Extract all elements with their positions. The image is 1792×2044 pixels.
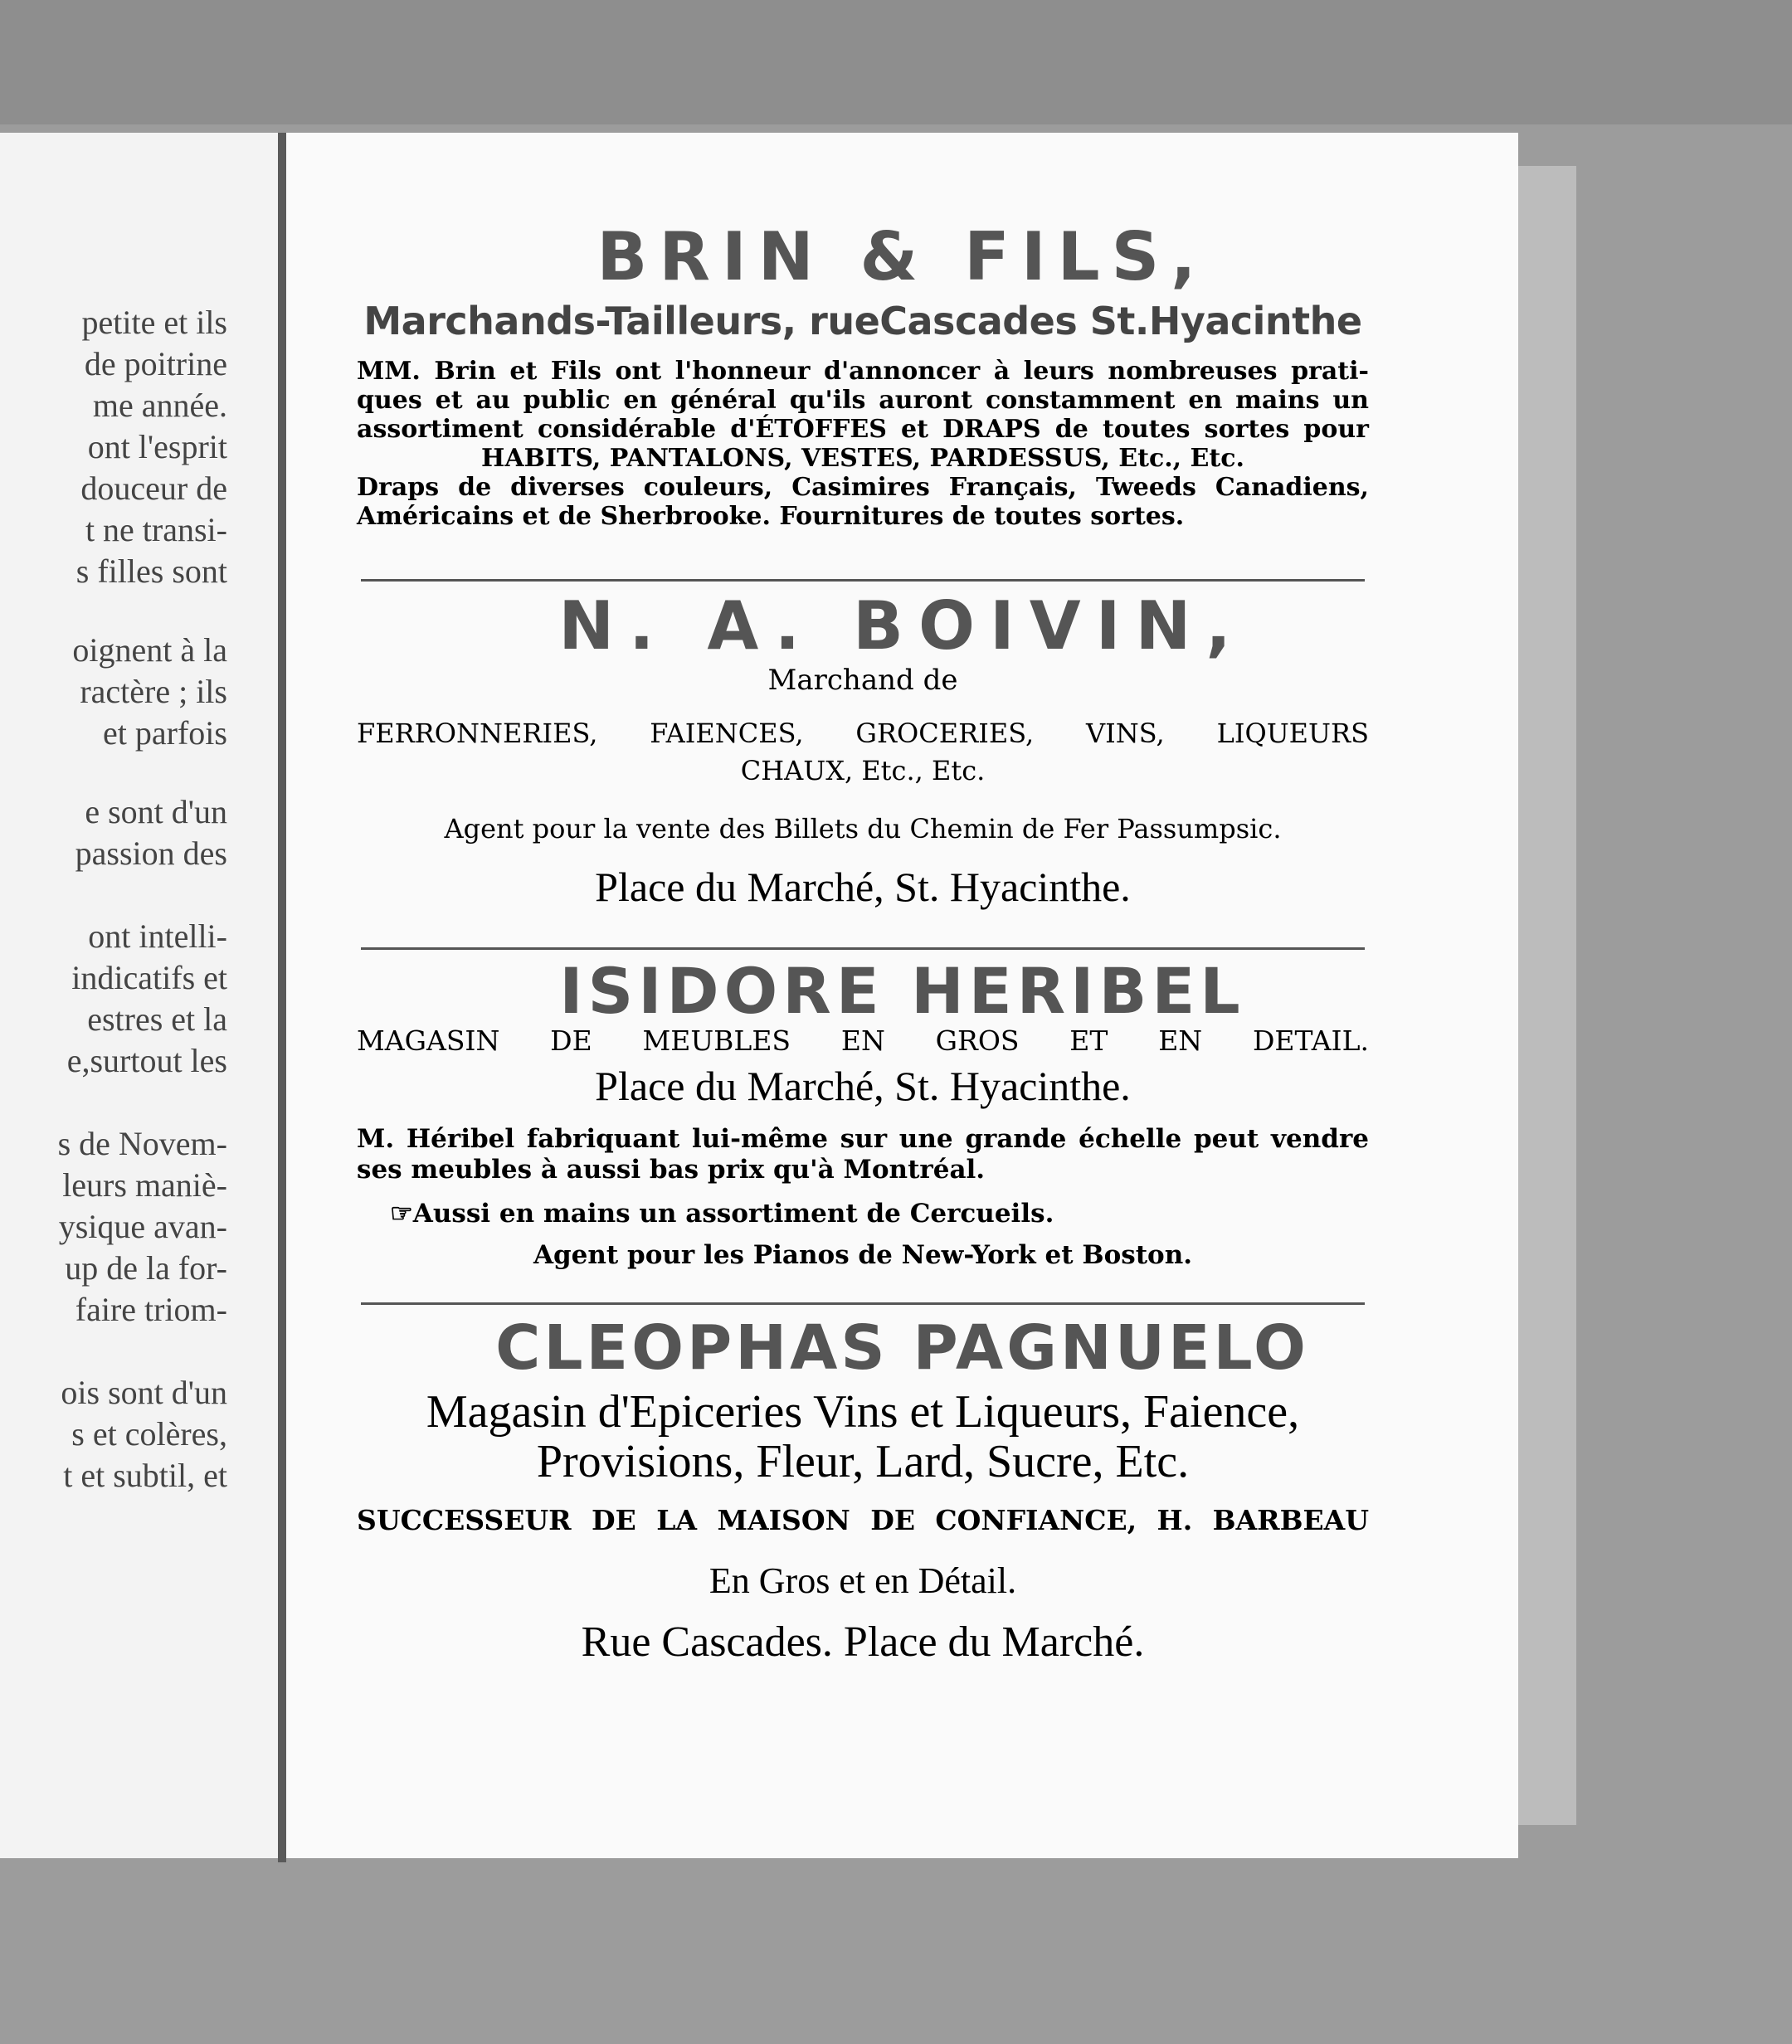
left-page-line: ysique avan- — [58, 1208, 227, 1245]
ad-title: ISIDORE HERIBEL — [559, 954, 1245, 1028]
left-page-line: e,surtout les — [66, 1042, 227, 1079]
left-page-line: ont l'esprit — [87, 428, 227, 465]
left-page-line: t ne transi- — [85, 511, 227, 548]
ad-title: BRIN & FILS, — [597, 218, 1208, 295]
left-page-line: ois sont d'un — [61, 1374, 227, 1411]
ad-divider — [361, 579, 1365, 582]
ad-trade: En Gros et en Détail. — [709, 1560, 1017, 1601]
ad-garments: HABITS, PANTALONS, VESTES, PARDESSUS, Etc., Etc. — [480, 444, 1244, 473]
page-edge-shadow — [1510, 166, 1576, 1825]
left-page-line: faire triom- — [75, 1291, 227, 1328]
left-page-line: ont intelli- — [88, 917, 227, 955]
left-page-line: up de la for- — [65, 1249, 227, 1287]
ad-coffins-text: Aussi en mains un assortiment de Cercueils. — [412, 1199, 1054, 1229]
ad-heribel — [286, 950, 1518, 1033]
ad-title: N. A. BOIVIN, — [558, 587, 1246, 664]
ad-address: Place du Marché, St. Hyacinthe. — [595, 864, 1131, 910]
left-page-line: leurs maniè- — [62, 1166, 227, 1204]
left-page-line: estres et la — [87, 1000, 227, 1038]
ad-goods-line: CHAUX, Etc., Etc. — [740, 755, 986, 786]
ad-coffins — [390, 1199, 1402, 1229]
left-page-line: s filles sont — [75, 552, 227, 590]
left-page-line: petite et ils — [81, 304, 227, 341]
ad-title: CLEOPHAS PAGNUELO — [495, 1312, 1309, 1384]
pointing-hand-icon: ☞ — [390, 1199, 413, 1229]
left-page — [0, 133, 282, 1858]
ad-divider — [361, 1302, 1365, 1305]
ad-subtitle: Marchands-Tailleurs, rueCascades St.Hyacinthe — [363, 299, 1362, 343]
left-page-line: ractère ; ils — [80, 673, 227, 710]
left-page-line: s et colères, — [71, 1415, 227, 1453]
ad-address: Rue Cascades. Place du Marché. — [581, 1618, 1145, 1666]
left-page-line: douceur de — [80, 470, 227, 507]
book-gutter — [278, 133, 286, 1862]
left-page-line: de poitrine — [84, 345, 227, 382]
ad-body-line: MM. Brin et Fils ont l'honneur d'annoncer à leurs nombreuses prati- — [357, 357, 1369, 386]
ad-store: MAGASIN DE MEUBLES EN GROS ET EN DETAIL. — [357, 1024, 1369, 1057]
left-page-line: oignent à la — [72, 631, 227, 669]
ad-successor: SUCCESSEUR DE LA MAISON DE CONFIANCE, H. BARBEAU — [357, 1504, 1369, 1536]
ad-pianos: Agent pour les Pianos de New-York et Boston. — [533, 1240, 1193, 1270]
left-page-line: indicatifs et — [71, 959, 227, 996]
left-page-line: passion des — [75, 835, 227, 872]
right-page — [286, 133, 1518, 1858]
left-page-line: me année. — [92, 387, 227, 424]
ad-fabric-line: Draps de diverses couleurs, Casimires Français, Tweeds Canadiens, — [357, 473, 1369, 502]
ad-goods-line: FERRONNERIES, FAIENCES, GROCERIES, VINS, LIQUEURS — [357, 718, 1369, 749]
left-page-line: t et subtil, et — [63, 1457, 227, 1494]
ad-body-line: ques et au public en général qu'ils auront constamment en mains un — [357, 386, 1369, 415]
left-page-line: s de Novem- — [57, 1125, 227, 1162]
ad-trade: Marchand de — [767, 664, 958, 697]
left-page-line: et parfois — [103, 714, 227, 752]
ad-address: Place du Marché, St. Hyacinthe. — [595, 1063, 1131, 1109]
background-band — [0, 0, 1792, 124]
ad-body-line: ses meubles à aussi bas prix qu'à Montréal. — [357, 1155, 986, 1185]
ad-pagnuelo — [286, 1307, 1518, 1389]
ad-brin-fils — [286, 216, 1518, 299]
ad-boivin — [286, 585, 1518, 668]
ad-goods-line: Magasin d'Epiceries Vins et Liqueurs, Faience, — [426, 1386, 1300, 1438]
ad-body-line: M. Héribel fabriquant lui-même sur une grande échelle peut vendre — [357, 1124, 1369, 1154]
ad-agent: Agent pour la vente des Billets du Chemin de Fer Passumpsic. — [444, 813, 1282, 844]
ad-body-line: assortiment considérable d'ÉTOFFES et DRAPS de toutes sortes pour — [357, 415, 1369, 444]
left-page-line: e sont d'un — [85, 793, 227, 830]
ad-fabric-line: Américains et de Sherbrooke. Fournitures de toutes sortes. — [357, 502, 1185, 531]
ad-goods-line: Provisions, Fleur, Lard, Sucre, Etc. — [536, 1436, 1190, 1487]
